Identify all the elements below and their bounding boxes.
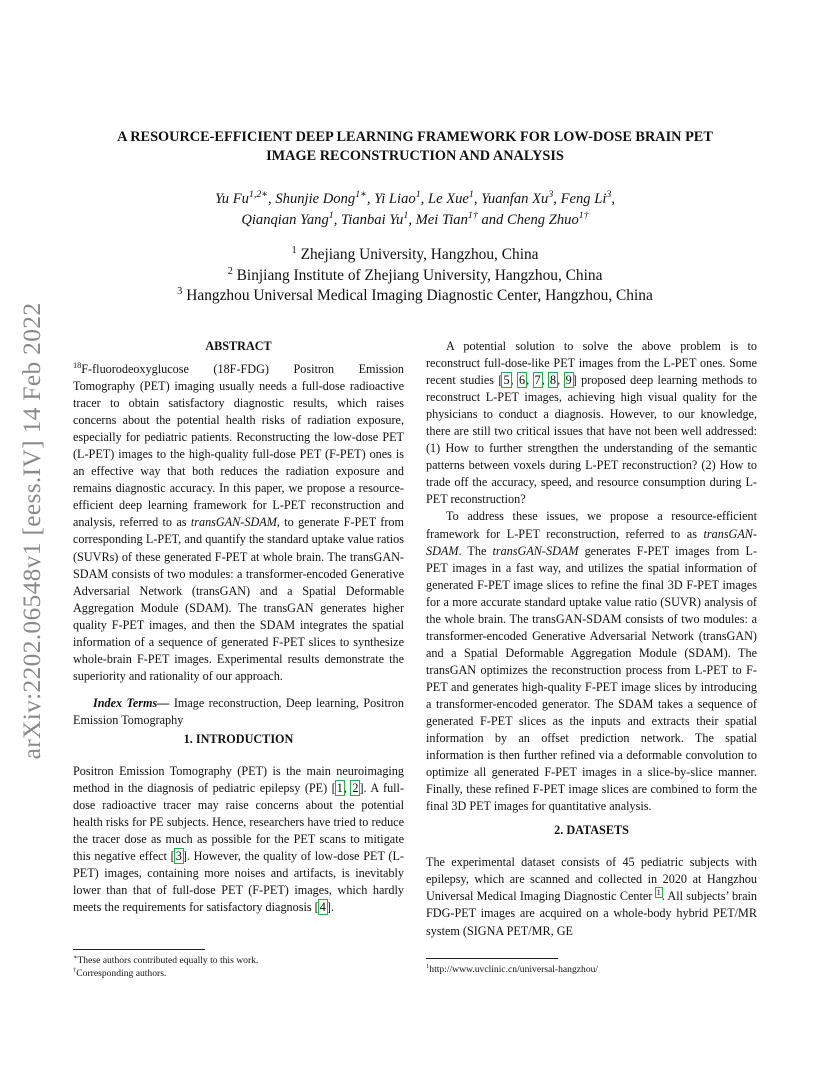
author: Cheng Zhuo$^{1\dagger}$ bbox=[507, 210, 589, 228]
right-column bbox=[426, 338, 757, 940]
author: Yu $Fu^{1,2∗}$, bbox=[214, 189, 276, 207]
arxiv-id: arXiv:2202.06548v1 [eess.IV] 14 Feb 2022 bbox=[17, 302, 46, 760]
footnote: $^1$http://www.uvclinic.cn/universal-hangzhou/ bbox=[426, 962, 599, 975]
citation-link[interactable]: 1 bbox=[336, 781, 343, 796]
author-list bbox=[120, 189, 710, 231]
datasets-heading: 2. DATASETS bbox=[554, 823, 629, 838]
citation-link[interactable]: 3 bbox=[175, 849, 182, 864]
author: Feng Li$^3$, bbox=[560, 189, 615, 207]
author: Shunjie Dong$^{1∗}$, bbox=[275, 189, 375, 207]
citation-link[interactable]: 5 bbox=[503, 373, 510, 388]
title-line-2: IMAGE RECONSTRUCTION AND ANALYSIS bbox=[266, 148, 564, 164]
footnote-link[interactable]: 1 bbox=[656, 888, 661, 898]
author: Yi Liao$^1$, bbox=[374, 189, 428, 207]
affiliation-list bbox=[100, 245, 730, 307]
author: Le Xue$^1$, bbox=[427, 189, 482, 207]
intro-paragraph-1: Positron Emission Tomography (PET) is the main neuroimaging method in the diagnosis of pediatric epilepsy (PE) [1, 2]. A full-dose radioactive tracer may raise concerns about the potential health risks for PE subjects. Hence, researchers have tried to reduce the tracer dose as much as possible for the PET scans to mitigate this negative effect [3]. However, the quality of low-dose PET (L-PET) images, containing more noises and artifacts, is inevitably lower than that of full-dose PET (F-PET) images, which hardly meets the requirements for satisfactory diagnosis [4]. bbox=[73, 763, 405, 915]
footnote-url[interactable]: http://www.uvclinic.cn/universal-hangzhou/ bbox=[429, 964, 599, 975]
affiliation: $^2$ Binjiang Institute of Zhejiang University, Hangzhou, China bbox=[227, 265, 603, 284]
left-column bbox=[73, 338, 404, 916]
author: Mei Tian$^{1\dagger}$ and bbox=[415, 210, 507, 228]
citation-link[interactable]: 8 bbox=[550, 373, 557, 388]
intro-paragraph-2: A potential solution to solve the above problem is to reconstruct full-dose-like PET images from the L-PET ones. Some recent studies [5, 6, 7, 8, 9] proposed deep learning methods to reconstruct L-PET images, achieving high visual quality for the physicians to conduct a diagnosis. However, to our knowledge, there are still two critical issues that have not been well addressed: (1) How to further strengthen the understanding of the semantic patterns between voxels during L-PET reconstruction? (2) How to trade off the accuracy, speed, and resource consumption during L-PET reconstruction? bbox=[426, 339, 758, 507]
abstract-body: $^{18}$F-fluorodeoxyglucose (18F-FDG) Positron Emission Tomography (PET) imaging usually needs a full-dose radioactive tracer to obtain satisfactory diagnostic results, which raises concerns about the potential health risks of radiation exposure, especially for pediatric patients. Reconstructing the low-dose PET (L-PET) images to the high-quality full-dose PET (F-PET) ones is an effective way that both reduces the radiation exposure and remains diagnostic accuracy. In this paper, we propose a resource-efficient deep learning framework for L-PET reconstruction and analysis, referred to as transGAN-SDAM, to generate F-PET from corresponding L-PET, and quantify the standard uptake value ratios (SUVRs) of these generated F-PET at whole brain. The transGAN-SDAM consists of two modules: a transformer-encoded Generative Adversarial Network (transGAN) and a Spatial Deformable Aggregation Module (SDAM). The transGAN generates higher quality F-PET images, and then the SDAM integrates the spatial information of a sequence of generated F-PET slices to synthesize whole-brain F-PET images. Experimental results demonstrate the superiority and rationality of our approach. bbox=[73, 360, 404, 683]
affiliation: $^3$ Hangzhou Universal Medical Imaging Diagnostic Center, Hangzhou, China bbox=[177, 285, 653, 304]
paper-title bbox=[70, 128, 760, 166]
intro-paragraph-3: To address these issues, we propose a resource-efficient framework for L-PET reconstruction, referred to as transGAN-SDAM. The transGAN-SDAM generates F-PET images from L-PET images in a fast way, and utilizes the spatial information of generated F-PET image slices to refine the final 3D F-PET images for a more accurate standard uptake value ratio (SUVR) analysis of the whole brain. The transGAN-SDAM consists of two modules: a transformer-encoded Generative Adversarial Network (transGAN) and a Spatial Deformable Aggregation Module (SDAM). The transGAN optimizes the reconstruction process from L-PET to F-PET and generates high-quality F-PET image slices by introducing a transformer-encoded generator. The SDAM takes a sequence of generated F-PET slices as the inputs and extracts their spatial information by an offset prediction network. The spatial information is then further refined via a deformable convolution to optimize all generated F-PET images in a slice-by-slice manner. Finally, these refined F-PET image slices are combined to form the final 3D PET images for quantitative analysis. bbox=[426, 509, 757, 814]
right-footnotes bbox=[426, 958, 746, 976]
citation-link[interactable]: 9 bbox=[565, 373, 572, 388]
footnote-rule bbox=[426, 958, 558, 959]
index-terms: Index Terms— Image reconstruction, Deep learning, Positron Emission Tomography bbox=[73, 695, 404, 727]
footnote-rule bbox=[73, 949, 205, 950]
citation-link[interactable]: 4 bbox=[319, 900, 326, 915]
citation-link[interactable]: 6 bbox=[518, 373, 526, 388]
arxiv-sidebar-stamp bbox=[14, 286, 50, 776]
footnote: ∗These authors contributed equally to this work. bbox=[73, 953, 259, 966]
affiliation: $^1$ Zhejiang University, Hangzhou, China bbox=[291, 244, 539, 263]
author: Yuanfan Xu$^3$, bbox=[481, 189, 561, 207]
datasets-paragraph: The experimental dataset consists of 45 pediatric subjects with epilepsy, which are scanned and collected in 2020 at Hangzhou Universal Medical Imaging Diagnostic Center $^1$. All subjects’ brain FDG-PET images are acquired on a whole-body hybrid PET/MR system (SIGNA PET/MR, GE bbox=[426, 855, 758, 938]
abstract-heading: ABSTRACT bbox=[205, 339, 272, 353]
footnote: †Corresponding authors. bbox=[73, 966, 167, 979]
citation-link[interactable]: 2 bbox=[352, 781, 359, 796]
citation-link[interactable]: 7 bbox=[534, 373, 541, 388]
author: Tianbai Yu$^1$, bbox=[341, 210, 416, 228]
intro-heading: 1. INTRODUCTION bbox=[183, 731, 294, 746]
title-line-1: A RESOURCE-EFFICIENT DEEP LEARNING FRAMEWORK FOR LOW-DOSE BRAIN PET bbox=[117, 129, 713, 145]
left-footnotes bbox=[73, 949, 373, 980]
author: Qianqian Yang$^1$, bbox=[241, 210, 342, 228]
